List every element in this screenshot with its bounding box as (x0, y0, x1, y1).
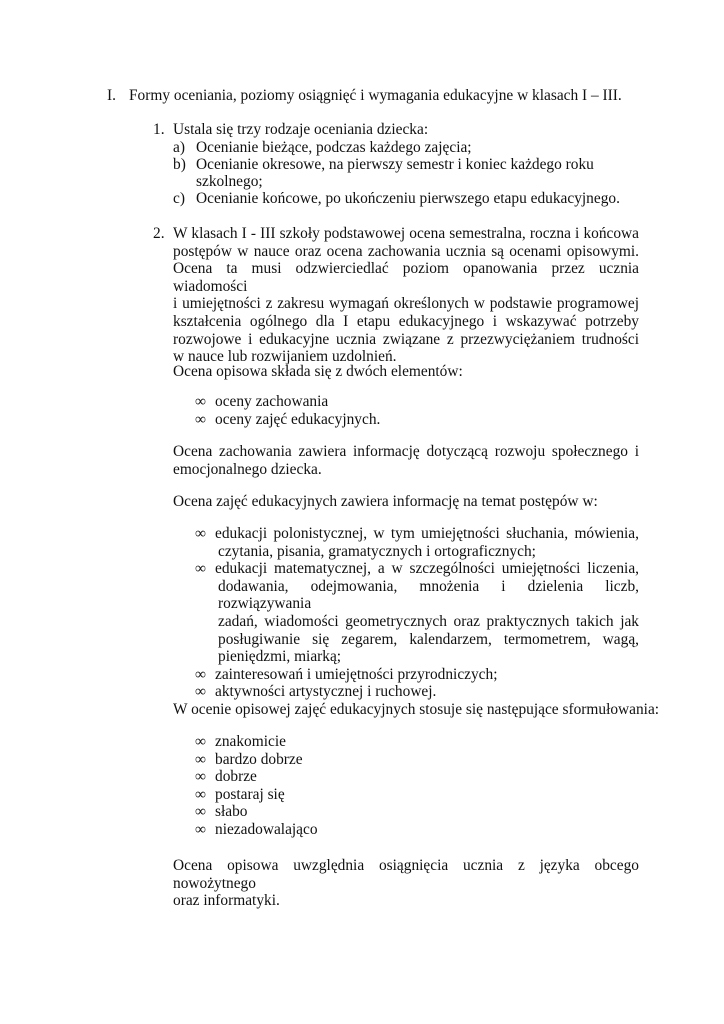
infinity-bullet-icon: ∞ (195, 803, 206, 821)
item1-sub-a-text: Ocenianie bieżące, podczas każdego zajęcia; (196, 139, 472, 156)
paragraph-line: Ocena ta musi odzwierciedlać poziom opanowania przez ucznia wiadomości (173, 260, 639, 295)
subject-line: dodawania, odejmowania, mnożenia i dzielenia liczb, rozwiązywania (218, 577, 639, 613)
infinity-bullet-icon: ∞ (195, 560, 206, 578)
section-title: Formy oceniania, poziomy osiągnięć i wymagania edukacyjne w klasach I – III. (129, 87, 622, 104)
subject-line: zadań, wiadomości geometrycznych oraz praktycznych takich jak (218, 612, 639, 630)
wording-item (195, 803, 495, 821)
paragraph-line: emocjonalnego dziecka. (173, 460, 322, 478)
wording-text: znakomicie (215, 733, 286, 750)
wording-list (195, 733, 495, 839)
subject-line: edukacji matematycznej, a w szczególności umiejętności liczenia, (215, 560, 639, 578)
element-item: oceny zajęć edukacyjnych. (215, 411, 381, 428)
subject-line: czytania, pisania, gramatycznych i ortograficznych; (218, 542, 536, 560)
item1-number: 1. (153, 121, 165, 138)
wording-item (195, 768, 495, 786)
subject-line: edukacji polonistycznej, w tym umiejętności słuchania, mówienia, (215, 525, 639, 542)
closing-paragraph (173, 857, 639, 910)
paragraph-line: Ocena opisowa uwzględnia osiągnięcia ucznia z języka obcego nowożytnego (173, 857, 639, 892)
subjects-intro: Ocena zajęć edukacyjnych zawiera informację na temat postępów w: (173, 493, 598, 510)
paragraph-line: postępów w nauce oraz ocena zachowania ucznia są ocenami opisowymi. (173, 242, 639, 260)
subject-line: posługiwanie się zegarem, kalendarzem, termometrem, wagą, (218, 630, 639, 648)
infinity-bullet-icon: ∞ (195, 750, 206, 768)
subject-item (195, 683, 639, 701)
wording-text: dobrze (215, 768, 257, 786)
elements-intro: Ocena opisowa składa się z dwóch elementów: (173, 363, 463, 380)
infinity-bullet-icon: ∞ (195, 393, 206, 410)
wording-item (195, 821, 495, 839)
infinity-bullet-icon: ∞ (195, 733, 206, 750)
subject-item (195, 525, 639, 560)
item1-sub-b-line2: szkolnego; (196, 173, 263, 190)
wording-item (195, 733, 495, 751)
subjects-list (195, 525, 639, 701)
behavior-paragraph (173, 443, 639, 478)
paragraph-line: W klasach I - III szkoły podstawowej ocena semestralna, roczna i końcowa (173, 225, 639, 242)
subject-item (195, 560, 639, 666)
subject-line: zainteresowań i umiejętności przyrodniczych; (215, 665, 498, 683)
item2-paragraph (173, 225, 639, 366)
infinity-bullet-icon: ∞ (195, 785, 206, 803)
item1-sub-b-line1: Ocenianie okresowe, na pierwszy semestr i koniec każdego roku (196, 156, 594, 173)
infinity-bullet-icon: ∞ (195, 525, 206, 542)
subject-line: pieniędzmi, miarką; (218, 648, 342, 666)
paragraph-line: Ocena zachowania zawiera informację dotyczącą rozwoju społecznego i (173, 443, 639, 460)
item1-sub-c-marker: c) (173, 190, 185, 207)
item1-sub-b-marker: b) (173, 156, 186, 173)
paragraph-line: oraz informatyki. (173, 892, 280, 910)
paragraph-line: i umiejętności z zakresu wymagań określonych w podstawie programowej (173, 295, 639, 313)
wording-text: bardzo dobrze (215, 750, 303, 768)
wording-item (195, 786, 495, 804)
item1-sub-a-marker: a) (173, 139, 185, 156)
paragraph-line: rozwojowe i edukacyjne ucznia związane z przezwyciężaniem trudności (173, 330, 639, 348)
infinity-bullet-icon: ∞ (195, 768, 206, 786)
item1-lead: Ustala się trzy rodzaje oceniania dziecka: (173, 121, 429, 138)
subject-line: aktywności artystycznej i ruchowej. (215, 683, 437, 701)
infinity-bullet-icon: ∞ (195, 665, 206, 683)
section-numeral: I. (107, 87, 116, 104)
element-item: oceny zachowania (215, 393, 329, 410)
wording-intro: W ocenie opisowej zajęć edukacyjnych stosuje się następujące sformułowania: (173, 701, 660, 718)
wording-text: postaraj się (215, 785, 285, 803)
item2-number: 2. (153, 225, 165, 242)
paragraph-line: w nauce lub rozwijaniem uzdolnień. (173, 348, 397, 366)
paragraph-line: kształcenia ogólnego dla I etapu edukacyjnego i wskazywać potrzeby (173, 312, 639, 330)
wording-item (195, 751, 495, 769)
wording-text: słabo (215, 803, 248, 821)
wording-text: niezadowalająco (215, 820, 318, 838)
subject-item (195, 666, 639, 684)
infinity-bullet-icon: ∞ (195, 820, 206, 838)
item1-sub-c-text: Ocenianie końcowe, po ukończeniu pierwszego etapu edukacyjnego. (196, 190, 620, 207)
infinity-bullet-icon: ∞ (195, 683, 206, 701)
infinity-bullet-icon: ∞ (195, 411, 206, 428)
